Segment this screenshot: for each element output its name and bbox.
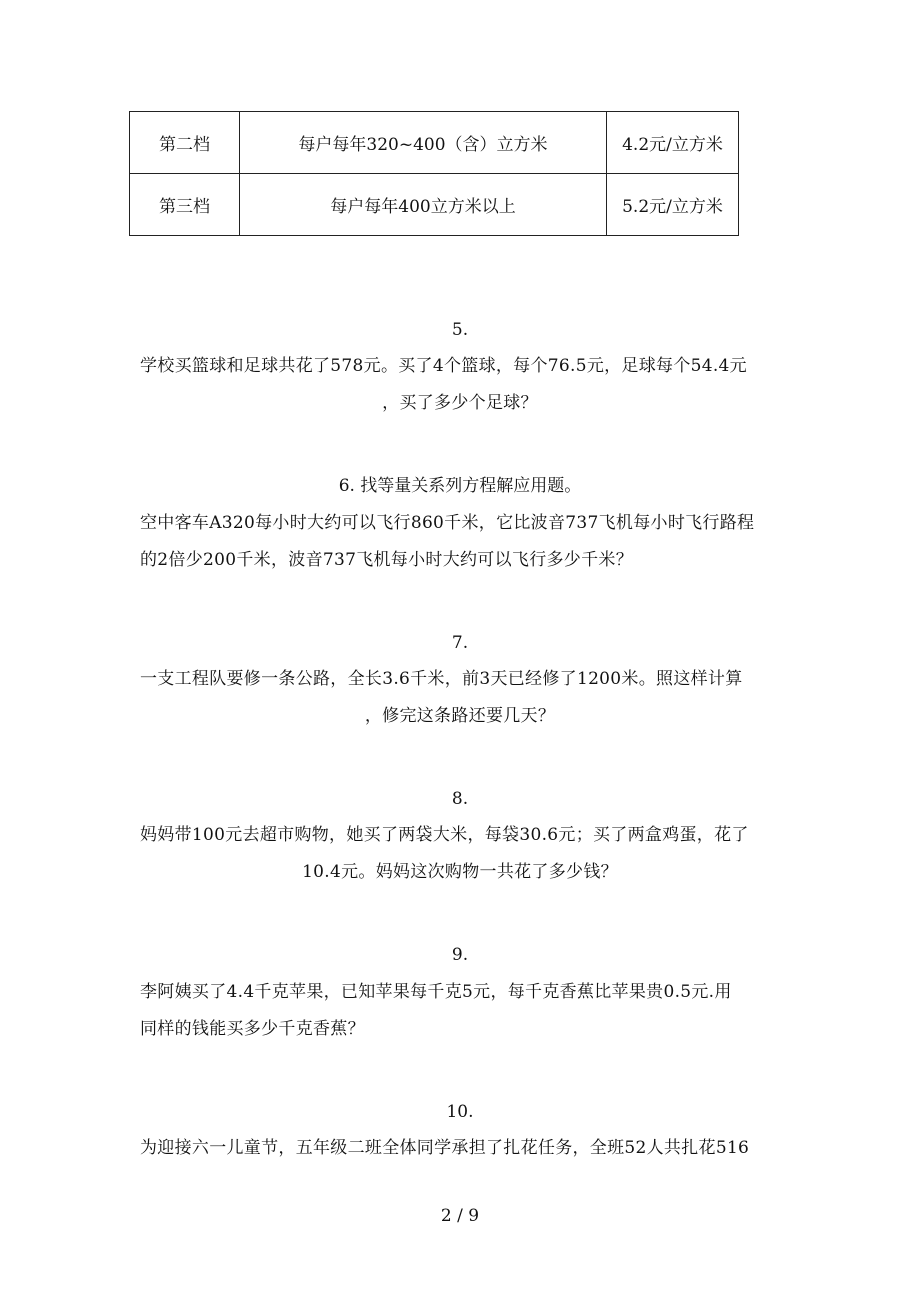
price-cell: 5.2元/立方米 <box>607 174 739 236</box>
problem-10-number: 10. <box>446 1102 474 1122</box>
page-number: 2 / 9 <box>440 1206 480 1226</box>
problem-10-line-1: 为迎接六一儿童节，五年级二班全体同学承担了扎花任务，全班52人共扎花516 <box>140 1138 750 1158</box>
range-cell: 每户每年320~400（含）立方米 <box>240 112 607 174</box>
problem-7-number: 7. <box>451 633 469 653</box>
problem-9-line-2: 同样的钱能买多少千克香蕉？ <box>140 1019 365 1039</box>
problem-9-line-1: 李阿姨买了4.4千克苹果，已知苹果每千克5元，每千克香蕉比苹果贵0.5元.用 <box>140 982 732 1002</box>
problem-8-line-2: 10.4元。妈妈这次购物一共花了多少钱？ <box>302 862 618 882</box>
price-cell: 4.2元/立方米 <box>607 112 739 174</box>
problem-5-line-1: 学校买篮球和足球共花了578元。买了4个篮球，每个76.5元，足球每个54.4元 <box>140 356 747 376</box>
problem-6-title: 6. 找等量关系列方程解应用题。 <box>338 476 582 496</box>
table-row <box>130 174 739 236</box>
problem-6-line-1: 空中客车A320每小时大约可以飞行860千米，它比波音737飞机每小时飞行路程 <box>140 513 755 533</box>
table-row <box>130 112 739 174</box>
problem-9-number: 9. <box>451 945 469 965</box>
problem-5-number: 5. <box>451 320 469 340</box>
water-price-tier-table <box>129 111 739 236</box>
tier-cell: 第三档 <box>130 174 240 236</box>
problem-7-line-2: ，修完这条路还要几天？ <box>364 706 556 726</box>
problem-7-line-1: 一支工程队要修一条公路，全长3.6千米，前3天已经修了1200米。照这样计算 <box>140 669 743 689</box>
range-cell: 每户每年400立方米以上 <box>240 174 607 236</box>
problem-8-line-1: 妈妈带100元去超市购物，她买了两袋大米，每袋30.6元；买了两盒鸡蛋，花了 <box>140 825 749 845</box>
tier-cell: 第二档 <box>130 112 240 174</box>
problem-6-line-2: 的2倍少200千米，波音737飞机每小时大约可以飞行多少千米？ <box>140 550 634 570</box>
problem-5-line-2: ，买了多少个足球？ <box>382 393 538 413</box>
problem-8-number: 8. <box>451 789 469 809</box>
